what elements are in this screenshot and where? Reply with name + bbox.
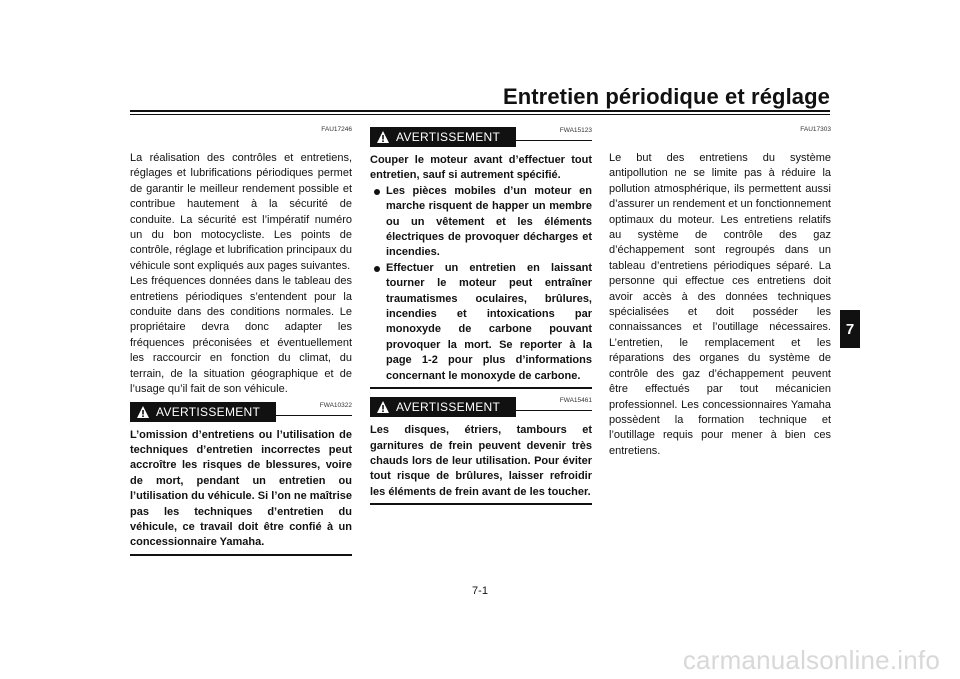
reference-code: FAU17246 [321, 126, 352, 133]
bullet-text: Les pièces mobiles d’un moteur en marche risquent de happer un membre ou un vêtement et les éléments électriques de provoquer décharges et incendies. [386, 184, 592, 259]
warning-badge [130, 402, 276, 422]
header-rule-thin [130, 114, 830, 115]
column-right [609, 125, 831, 459]
warning-end-rule [370, 387, 592, 389]
column-left [130, 125, 352, 556]
warning-label: AVERTISSEMENT [396, 400, 501, 415]
page-number: 7-1 [472, 585, 488, 597]
header-rule [130, 110, 830, 112]
bullet-icon [374, 266, 380, 272]
watermark: carmanualsonline.info [682, 645, 940, 675]
frequency-paragraph: Les fréquences données dans le tableau des entretiens périodiques s’entendent pour la conduite dans des conditions normales. Le propriétaire devra donc adapter les fréquences préconisées et éventuellement les raccourcir en fonction du climat, du terrain, de la situation géographique et de l’usage qu’il fait de son véhicule. [130, 275, 352, 396]
warning-badge [370, 127, 516, 147]
bullet-text: Effectuer un entretien en laissant tourner le moteur peut entraîner traumatismes oculaires, brûlures, incendies et intoxications par monoxyde de carbone pouvant provoquer la mort. Se reporter à la page 1-2 pour plus d’informations concernant le monoxyde de carbone. [386, 261, 592, 382]
emission-paragraph: Le but des entretiens du système antipollution ne se limite pas à réduire la pollution atmosphérique, ils permettent aussi d’assurer un rendement et un fonctionnement optimaux du moteur. Les entretiens relatifs au système de contrôle des gaz d’échappement sont regroupés dans un tableau d’entretiens périodiques séparé. La personne qui effectue ces entretiens doit avoir accès à des données techniques spécialisées et doit posséder les connaissances et l’outillage nécessaires. L’entretien, le remplacement et les réparations des organes du système de contrôle des gaz d’échappement peuvent être effectués par tout mécanicien professionnel. Les concessionnaires Yamaha possèdent la formation technique et l’outillage requis pour mener à bien ces entretiens. [609, 152, 831, 457]
warning-triangle-icon [376, 400, 390, 414]
warning-label: AVERTISSEMENT [396, 130, 501, 144]
reference-code: FAU17303 [800, 126, 831, 133]
warning-reference-code: FWA15461 [559, 397, 592, 405]
page-title: Entretien périodique et réglage [502, 84, 830, 109]
intro-paragraph: La réalisation des contrôles et entretiens, réglages et lubrifications périodiques permet de garantir le meilleur rendement possible et contribue hautement à la sécurité de conduite. La sécurité est l’impératif numéro un du bon motocycliste. Les points de contrôle, réglage et lubrification principaux du véhicule sont expliqués aux pages suivantes. [130, 152, 352, 272]
chapter-tab: 7 [840, 310, 860, 348]
bullet-icon [374, 189, 380, 195]
warning-text: L’omission d’entretiens ou l’utilisation de techniques d’entretien incorrectes peut accroître les risques de blessures, voire de mort, pendant un entretien ou l’utilisation du véhicule. Si l’on ne maîtrise pas les techniques d’entretien du véhicule, ce travail doit être confié à un concessionnaire Yamaha. [130, 428, 352, 549]
list-item [370, 184, 592, 261]
list-item [370, 261, 592, 384]
warning-bullet-list [370, 184, 592, 384]
warning-header [370, 125, 592, 149]
column-middle [370, 125, 592, 505]
warning-reference-code: FWA10322 [319, 401, 352, 409]
warning-badge [370, 397, 516, 417]
warning-intro: Couper le moteur avant d’effectuer tout entretien, sauf si autrement spécifié. [370, 154, 592, 182]
warning-triangle-icon [376, 130, 390, 144]
warning-text: Les disques, étriers, tambours et garnitures de frein peuvent devenir très chauds lors de leur utilisation. Pour éviter tout risque de brûlures, laisser refroidir les éléments de frein avant de les toucher. [370, 424, 592, 498]
warning-end-rule [130, 554, 352, 556]
warning-triangle-icon [136, 405, 150, 419]
warning-end-rule [370, 503, 592, 505]
warning-header [130, 400, 352, 424]
warning-reference-code: FWA15123 [559, 127, 592, 134]
warning-header [370, 395, 592, 419]
warning-label: AVERTISSEMENT [156, 404, 261, 419]
